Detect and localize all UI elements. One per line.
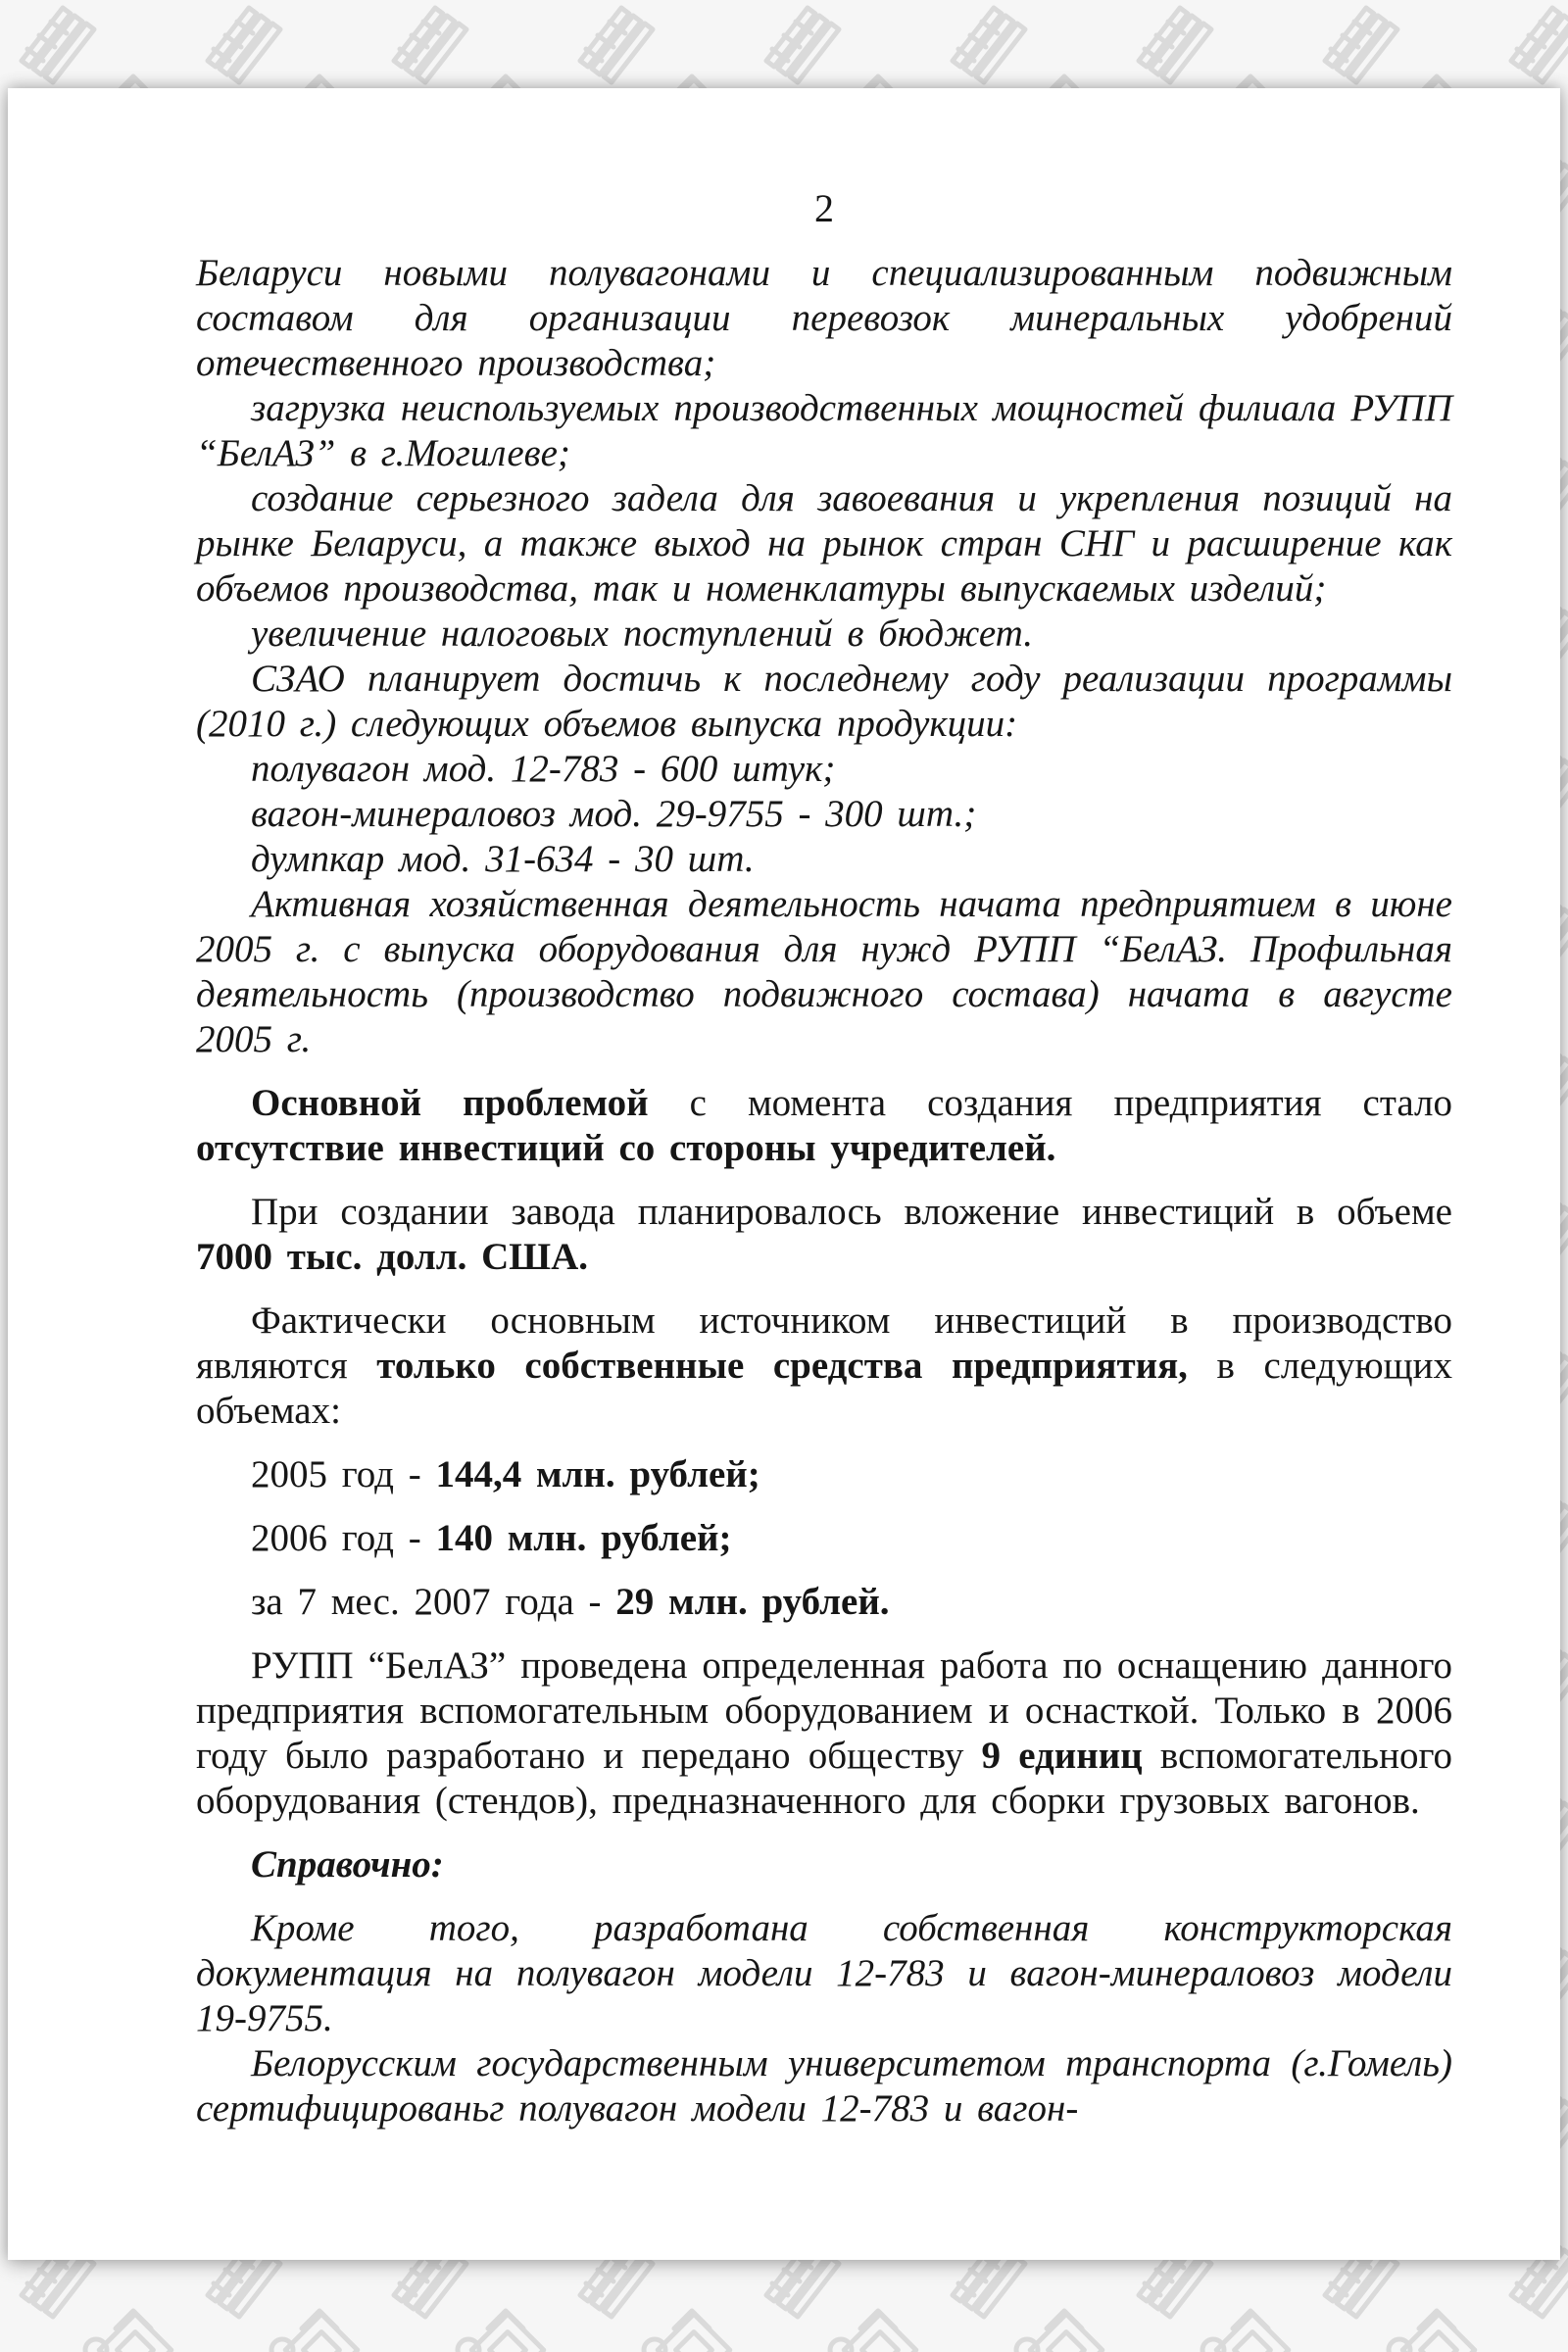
text-run: с момента создания предприятия стало: [648, 1082, 1452, 1124]
paragraph: [196, 1906, 1452, 2041]
paragraph: [196, 747, 1452, 792]
text-run: думпкар мод. 31-634 - 30 шт.: [251, 838, 755, 880]
paragraph: [196, 657, 1452, 747]
text-run: отсутствие инвестиций со стороны учредителей.: [196, 1127, 1056, 1169]
text-run: Справочно:: [251, 1843, 444, 1886]
text-run: Фактически основным источником инвестиций в производство являются: [196, 1299, 1452, 1387]
paragraph: [196, 251, 1452, 386]
text-run: 2006 год -: [251, 1517, 436, 1559]
text-run: загрузка неиспользуемых производственных мощностей филиала РУПП “БелАЗ” в г.Могилеве;: [196, 387, 1452, 474]
text-run: РУПП “БелАЗ” проведена определенная работа по оснащению данного предприятия вспомогательным оборудованием и оснасткой. Только в 2006 году было разработано и передано обществу: [196, 1644, 1452, 1777]
document-body: [196, 186, 1452, 2132]
paragraph: [196, 792, 1452, 837]
document-page: [8, 88, 1560, 2260]
text-run: вспомогательного оборудования (стендов), предназначенного для сборки грузовых вагонов.: [196, 1735, 1452, 1822]
paragraph: [196, 837, 1452, 882]
text-run: При создании завода планировалось вложение инвестиций в объеме: [251, 1191, 1452, 1233]
text-run: 29 млн. рублей.: [615, 1581, 890, 1623]
text-run: создание серьезного задела для завоевания и укрепления позиций на рынке Беларуси, а также выход на рынок стран СНГ и расширение как объемов производства, так и номенклатуры выпускаемых изделий;: [196, 477, 1452, 610]
paragraph: [196, 2041, 1452, 2132]
text-run: только собственные средства предприятия,: [376, 1345, 1188, 1387]
paragraph: [196, 1298, 1452, 1434]
text-run: Активная хозяйственная деятельность начата предприятием в июне 2005 г. с выпуска оборудования для нужд РУПП “БелАЗ. Профильная деятельность (производство подвижного состава) начата в августе 2005 г.: [196, 883, 1452, 1060]
text-run: 9 единиц: [981, 1735, 1143, 1777]
paragraph: [196, 1516, 1452, 1561]
text-run: за 7 мес. 2007 года -: [251, 1581, 616, 1623]
text-run: увеличение налоговых поступлений в бюджет.: [251, 612, 1034, 655]
paragraph: [196, 1643, 1452, 1824]
paragraph: [196, 882, 1452, 1062]
paragraph: [196, 1081, 1452, 1171]
text-run: Беларуси новыми полувагонами и специализированным подвижным составом для организации перевозок минеральных удобрений отечественного производства;: [196, 252, 1452, 384]
text-run: Основной проблемой: [251, 1082, 649, 1124]
text-run: полувагон мод. 12-783 - 600 штук;: [251, 748, 836, 790]
page-number: 2: [814, 186, 834, 230]
paragraph: [196, 612, 1452, 657]
text-run: СЗАО планирует достичь к последнему году реализации программы (2010 г.) следующих объемов выпуска продукции:: [196, 658, 1452, 745]
text-run: вагон-минераловоз мод. 29-9755 - 300 шт.;: [251, 793, 977, 835]
paragraph: [196, 1580, 1452, 1625]
paragraph: [196, 386, 1452, 476]
text-run: в следующих объемах:: [196, 1345, 1452, 1432]
text-run: 2005 год -: [251, 1453, 436, 1495]
text-run: Белорусским государственным университетом транспорта (г.Гомель) сертифицированьг полувагон модели 12-783 и вагон-: [196, 2042, 1452, 2130]
text-run: 140 млн. рублей;: [435, 1517, 732, 1559]
text-run: 7000 тыс. долл. США.: [196, 1236, 589, 1278]
paragraph: [196, 1190, 1452, 1280]
text-run: Кроме того, разработана собственная конструкторская документация на полувагон модели 12-783 и вагон-минераловоз модели 19-9755.: [196, 1907, 1452, 2039]
text-run: 144,4 млн. рублей;: [435, 1453, 760, 1495]
paragraph: [196, 1842, 1452, 1887]
paragraph: [196, 476, 1452, 612]
paragraph: [196, 1452, 1452, 1497]
